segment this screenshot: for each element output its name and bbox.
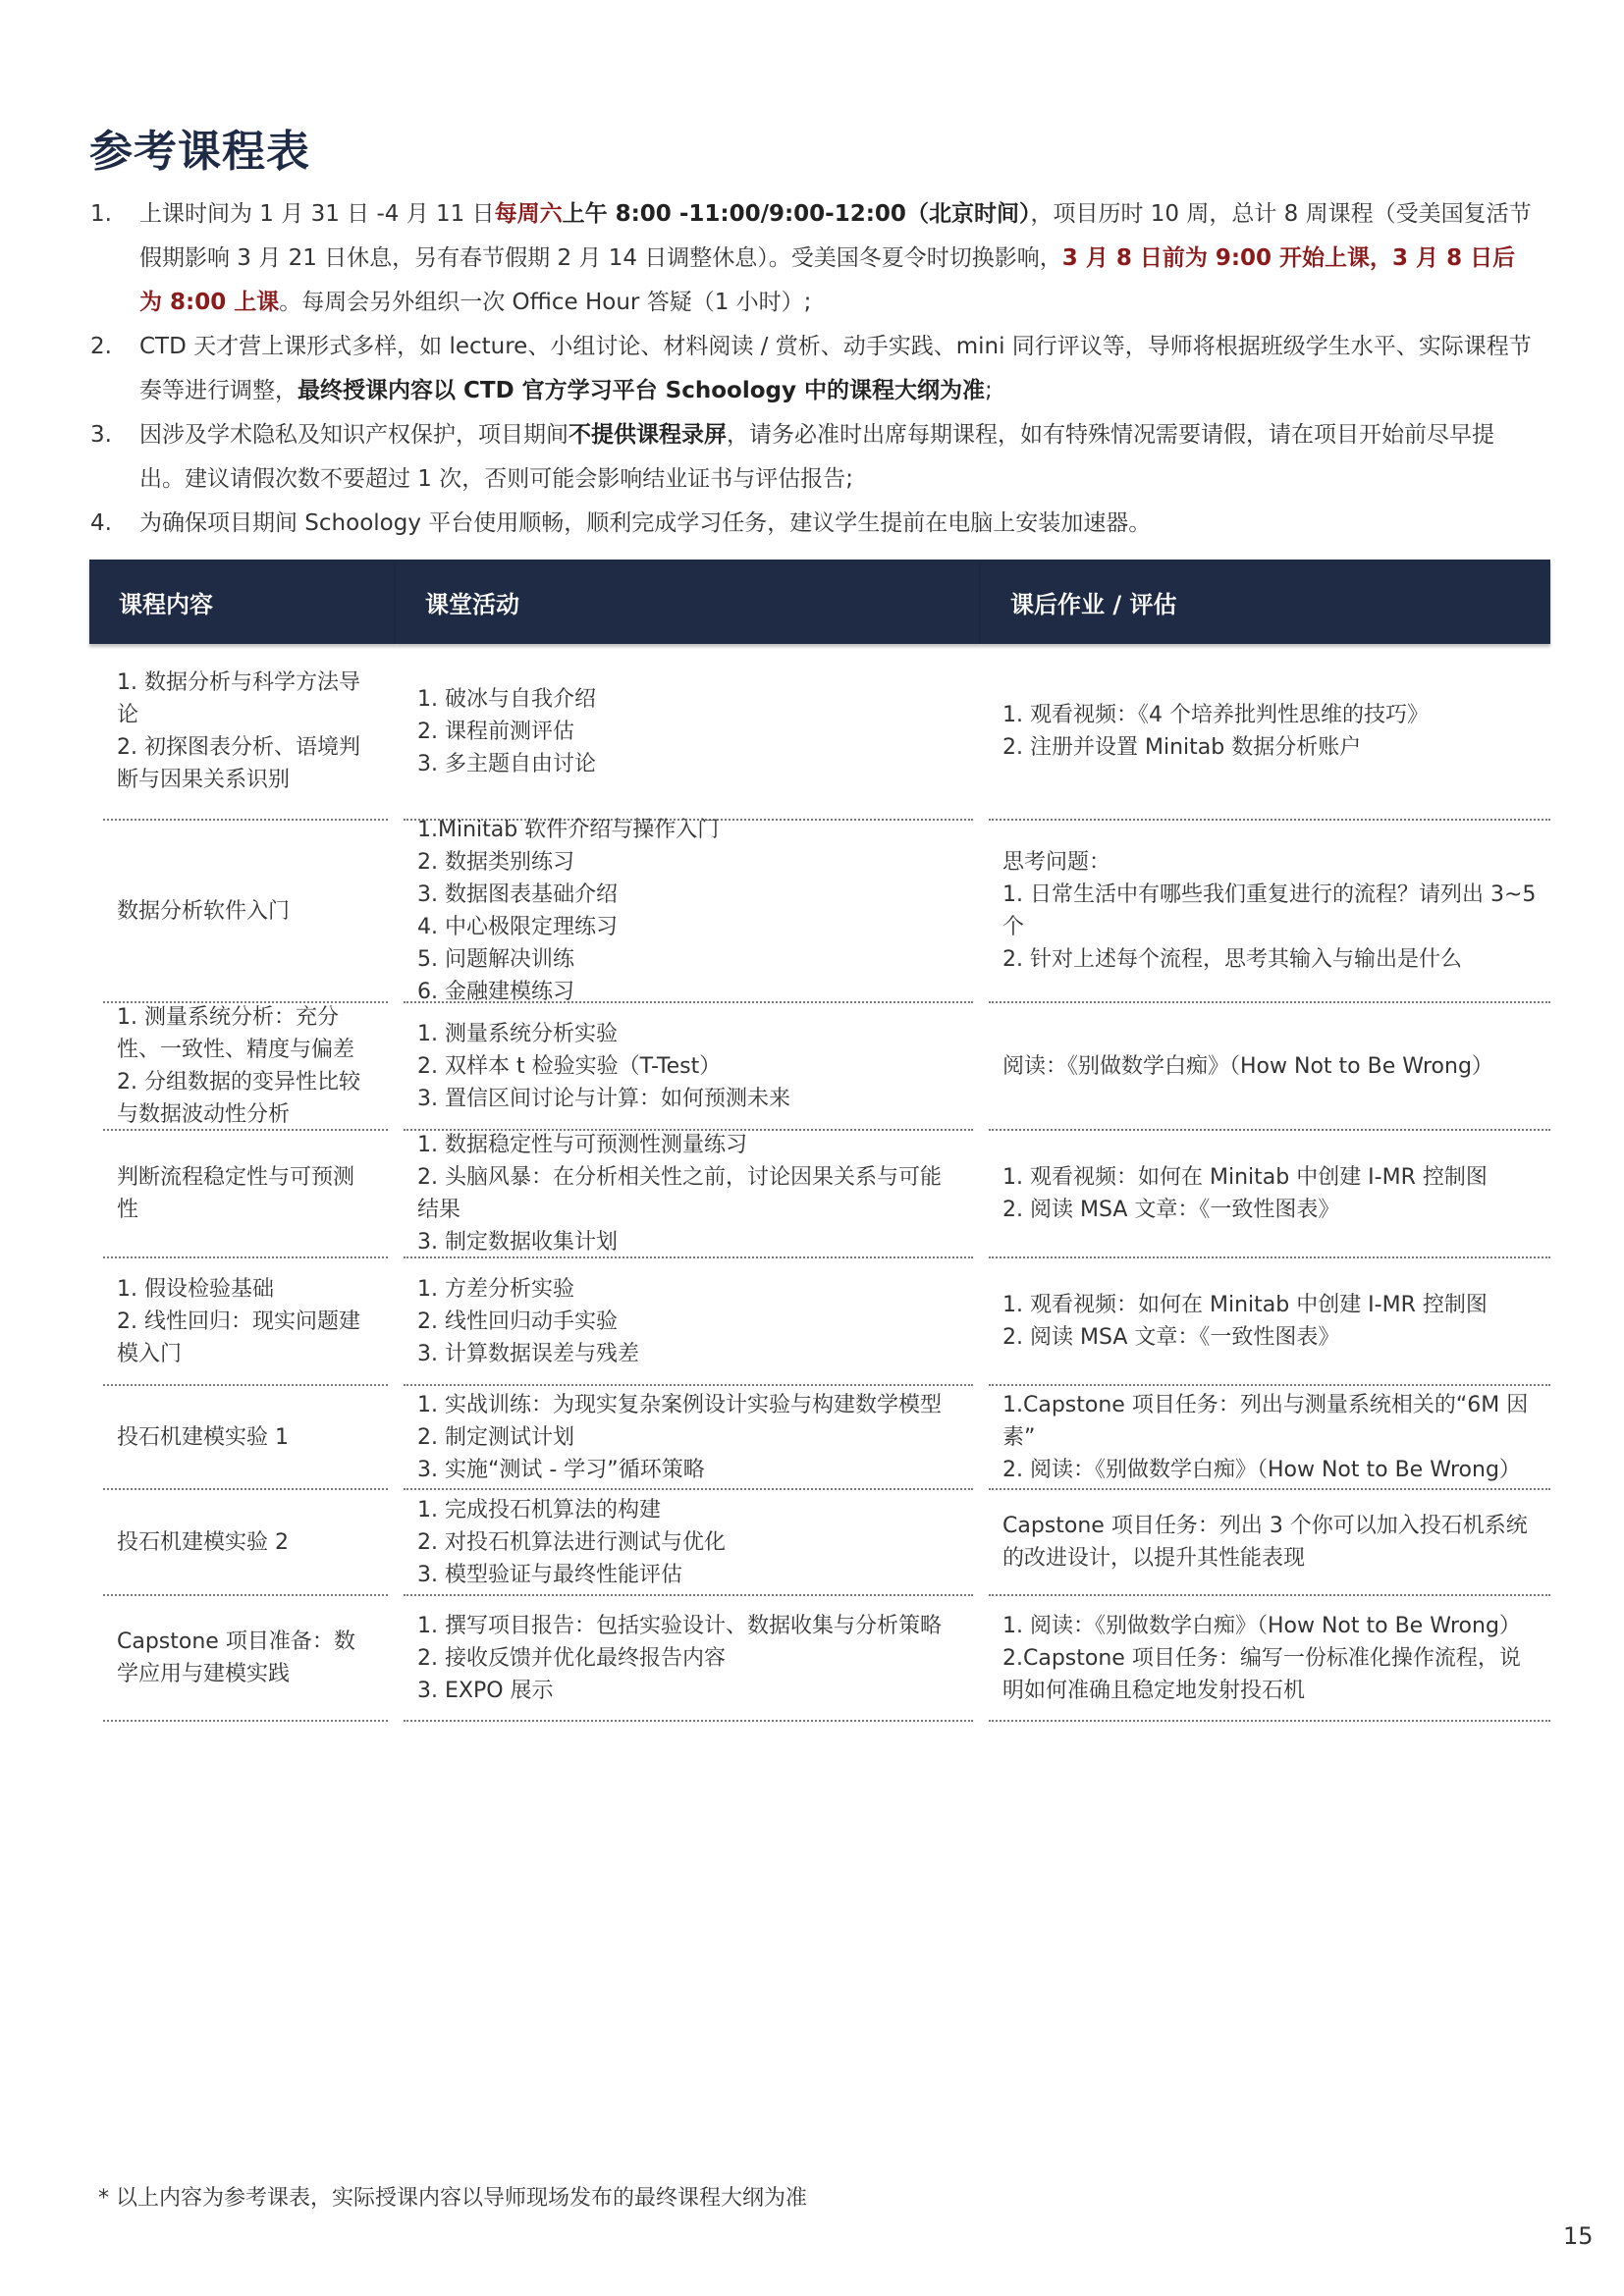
cell-line: 3. 模型验证与最终性能评估: [417, 1562, 682, 1587]
cell-line: 3. 计算数据误差与残差: [417, 1341, 639, 1366]
cell-body: [103, 1386, 388, 1490]
table-row: [89, 1131, 1550, 1258]
cell-homework: [981, 1258, 1550, 1386]
cell-line: 3. 数据图表基础介绍: [417, 882, 618, 907]
cell-line: 2. 注册并设置 Minitab 数据分析账户: [1002, 735, 1362, 760]
note-item: [90, 413, 1534, 502]
cell-body: [404, 1131, 973, 1258]
cell-body: [103, 1003, 388, 1131]
note-text: ，项目历时 10 周，总计 8 周课程（受美国复活节假期影响 3 月 21 日休息，另有春节假期 2 月 14 日调整休息）。受美国冬夏令时切换影响，: [139, 201, 1532, 271]
note-text: 每周六: [494, 201, 563, 227]
cell-line: 2. 数据类别练习: [417, 850, 574, 875]
notes-list: [90, 192, 1534, 546]
cell-homework: [981, 1003, 1550, 1131]
cell-line: 思考问题：: [1002, 850, 1111, 875]
cell-line: 2.Capstone 项目任务：编写一份标准化操作流程，说明如何准确且稳定地发射投石机: [1002, 1645, 1521, 1703]
cell-body: [989, 644, 1550, 821]
note-number: 1.: [90, 201, 112, 227]
cell-line: Capstone 项目任务：列出 3 个你可以加入投石机系统的改进设计，以提升其性能表现: [1002, 1514, 1528, 1571]
note-text: ，请务必准时出席每期课程，如有特殊情况需要请假，请在项目开始前尽早提出。建议请假次数不要超过 1 次，否则可能会影响结业证书与评估报告;: [139, 422, 1494, 492]
cell-activities: [396, 1131, 981, 1258]
cell-line: 2. 接收反馈并优化最终报告内容: [417, 1645, 726, 1671]
cell-body: [404, 1596, 973, 1722]
cell-line: 3. 置信区间讨论与计算：如何预测未来: [417, 1086, 790, 1111]
cell-line: 2. 阅读 MSA 文章：《一致性图表》: [1002, 1198, 1340, 1222]
table-row: [89, 1258, 1550, 1386]
cell-body: [404, 1258, 973, 1386]
table-row: [89, 1003, 1550, 1131]
note-text: 不提供课程录屏: [568, 422, 727, 448]
cell-line: 1. 假设检验基础: [117, 1276, 274, 1302]
note-text: ;: [985, 378, 993, 403]
cell-body: [404, 1003, 973, 1131]
cell-body: [103, 1490, 388, 1596]
cell-line: 3. 制定数据收集计划: [417, 1230, 618, 1255]
cell-body: [989, 1386, 1550, 1490]
cell-activities: [396, 1003, 981, 1131]
cell-line: 4. 中心极限定理练习: [417, 915, 618, 939]
cell-line: 2. 阅读 MSA 文章：《一致性图表》: [1002, 1325, 1340, 1350]
header-content: 课程内容: [89, 560, 396, 644]
cell-line: 3. 实施“测试 - 学习”循环策略: [417, 1457, 705, 1482]
note-number: 3.: [90, 422, 112, 448]
table-row: [89, 1386, 1550, 1490]
table-header-row: [89, 560, 1550, 644]
cell-homework: [981, 1386, 1550, 1490]
cell-homework: [981, 1131, 1550, 1258]
note-item: [90, 502, 1534, 546]
cell-content: [89, 1258, 396, 1386]
note-number: 2.: [90, 334, 112, 359]
cell-line: 6. 金融建模练习: [417, 980, 574, 1004]
page-number: 15: [1563, 2222, 1594, 2250]
note-text: 上午 8:00 -11:00/9:00-12:00（北京时间）: [562, 201, 1031, 227]
cell-line: 1. 阅读：《别做数学白痴》（How Not to Be Wrong）: [1002, 1613, 1521, 1638]
cell-content: [89, 821, 396, 1003]
cell-line: 2. 针对上述每个流程，思考其输入与输出是什么: [1002, 947, 1462, 972]
cell-activities: [396, 1386, 981, 1490]
cell-content: [89, 644, 396, 821]
cell-line: 2. 初探图表分析、语境判断与因果关系识别: [117, 735, 360, 792]
cell-line: 2. 制定测试计划: [417, 1424, 574, 1450]
cell-content: [89, 1490, 396, 1596]
note-item: [90, 325, 1534, 413]
cell-line: 1. 测量系统分析：充分性、一致性、精度与偏差: [117, 1005, 355, 1062]
schedule-table: [89, 560, 1550, 1722]
table-row: [89, 1490, 1550, 1596]
cell-line: 2. 阅读：《别做数学白痴》（How Not to Be Wrong）: [1002, 1457, 1521, 1482]
cell-homework: [981, 821, 1550, 1003]
cell-body: [989, 1596, 1550, 1722]
cell-line: 数据分析软件入门: [117, 898, 291, 924]
cell-line: 3. EXPO 展示: [417, 1678, 554, 1703]
cell-line: 5. 问题解决训练: [417, 947, 574, 972]
table-row: [89, 821, 1550, 1003]
cell-homework: [981, 644, 1550, 821]
table-row: [89, 644, 1550, 821]
cell-body: [404, 1386, 973, 1490]
cell-content: [89, 1003, 396, 1131]
cell-body: [404, 644, 973, 821]
cell-body: [103, 821, 388, 1003]
note-text: 3 月 8 日前为 9:00 开始上课，3 月 8 日后为 8:00 上课: [139, 245, 1516, 315]
cell-body: [103, 644, 388, 821]
note-text: 因涉及学术隐私及知识产权保护，项目期间: [139, 422, 568, 448]
cell-line: 1. 观看视频：如何在 Minitab 中创建 I-MR 控制图: [1002, 1165, 1488, 1190]
cell-body: [404, 1490, 973, 1596]
cell-line: 2. 头脑风暴：在分析相关性之前，讨论因果关系与可能结果: [417, 1165, 942, 1222]
cell-activities: [396, 644, 981, 821]
cell-line: 1. 实战训练：为现实复杂案例设计实验与构建数学模型: [417, 1392, 942, 1417]
cell-line: 2. 对投石机算法进行测试与优化: [417, 1529, 726, 1555]
cell-line: 1. 完成投石机算法的构建: [417, 1497, 661, 1522]
footnote: * 以上内容为参考课表，实际授课内容以导师现场发布的最终课程大纲为准: [98, 2186, 807, 2211]
cell-line: 1.Minitab 软件介绍与操作入门: [417, 818, 720, 842]
cell-line: 1. 观看视频：《4 个培养批判性思维的技巧》: [1002, 703, 1429, 727]
cell-line: 2. 双样本 t 检验实验（T-Test）: [417, 1053, 722, 1079]
cell-line: 投石机建模实验 2: [117, 1529, 289, 1555]
cell-activities: [396, 1490, 981, 1596]
header-homework: 课后作业 / 评估: [981, 560, 1550, 644]
cell-content: [89, 1386, 396, 1490]
cell-line: 阅读：《别做数学白痴》（How Not to Be Wrong）: [1002, 1053, 1493, 1079]
cell-body: [404, 818, 973, 1004]
cell-line: 1. 破冰与自我介绍: [417, 686, 596, 712]
table-row: [89, 1596, 1550, 1722]
cell-line: 1. 数据分析与科学方法导论: [117, 670, 360, 727]
cell-activities: [396, 1596, 981, 1722]
cell-content: [89, 1131, 396, 1258]
cell-line: 投石机建模实验 1: [117, 1424, 289, 1450]
cell-homework: [981, 1490, 1550, 1596]
cell-line: 1. 测量系统分析实验: [417, 1021, 618, 1046]
note-number: 4.: [90, 510, 112, 536]
cell-body: [989, 1131, 1550, 1258]
cell-line: 2. 线性回归：现实问题建模入门: [117, 1308, 360, 1366]
cell-line: 2. 线性回归动手实验: [417, 1308, 618, 1334]
cell-line: 判断流程稳定性与可预测性: [117, 1165, 355, 1222]
cell-body: [989, 821, 1550, 1003]
cell-activities: [396, 818, 981, 1004]
cell-content: [89, 1596, 396, 1722]
cell-line: 1. 日常生活中有哪些我们重复进行的流程？请列出 3~5 个: [1002, 882, 1537, 939]
note-text: CTD 天才营上课形式多样，如 lecture、小组讨论、材料阅读 / 赏析、动手实践、mini 同行评议等，导师将根据班级学生水平、实际课程节奏等进行调整，: [139, 334, 1532, 403]
cell-body: [103, 1596, 388, 1722]
cell-activities: [396, 1258, 981, 1386]
note-text: 最终授课内容以 CTD 官方学习平台 Schoology 中的课程大纲为准: [298, 378, 986, 403]
cell-body: [989, 1003, 1550, 1131]
cell-line: 1. 方差分析实验: [417, 1276, 574, 1302]
schedule-body: [89, 644, 1550, 1722]
cell-line: 3. 多主题自由讨论: [417, 751, 596, 776]
cell-line: 1. 数据稳定性与可预测性测量练习: [417, 1133, 747, 1157]
cell-line: 1. 撰写项目报告：包括实验设计、数据收集与分析策略: [417, 1613, 942, 1638]
header-activities: 课堂活动: [396, 560, 981, 644]
cell-body: [989, 1490, 1550, 1596]
cell-line: Capstone 项目准备：数学应用与建模实践: [117, 1629, 355, 1686]
cell-line: 2. 课程前测评估: [417, 719, 574, 744]
note-text: 。每周会另外组织一次 Office Hour 答疑（1 小时）;: [279, 290, 812, 315]
cell-body: [989, 1258, 1550, 1386]
note-text: 为确保项目期间 Schoology 平台使用顺畅，顺利完成学习任务，建议学生提前在电脑上安装加速器。: [139, 510, 1152, 536]
cell-line: 1. 观看视频：如何在 Minitab 中创建 I-MR 控制图: [1002, 1293, 1488, 1317]
cell-body: [103, 1131, 388, 1258]
note-item: [90, 192, 1534, 325]
cell-homework: [981, 1596, 1550, 1722]
page-title: 参考课程表: [89, 127, 310, 177]
note-text: 上课时间为 1 月 31 日 -4 月 11 日: [139, 201, 495, 227]
cell-body: [103, 1258, 388, 1386]
cell-line: 2. 分组数据的变异性比较与数据波动性分析: [117, 1070, 360, 1127]
cell-line: 1.Capstone 项目任务：列出与测量系统相关的“6M 因素”: [1002, 1392, 1529, 1450]
